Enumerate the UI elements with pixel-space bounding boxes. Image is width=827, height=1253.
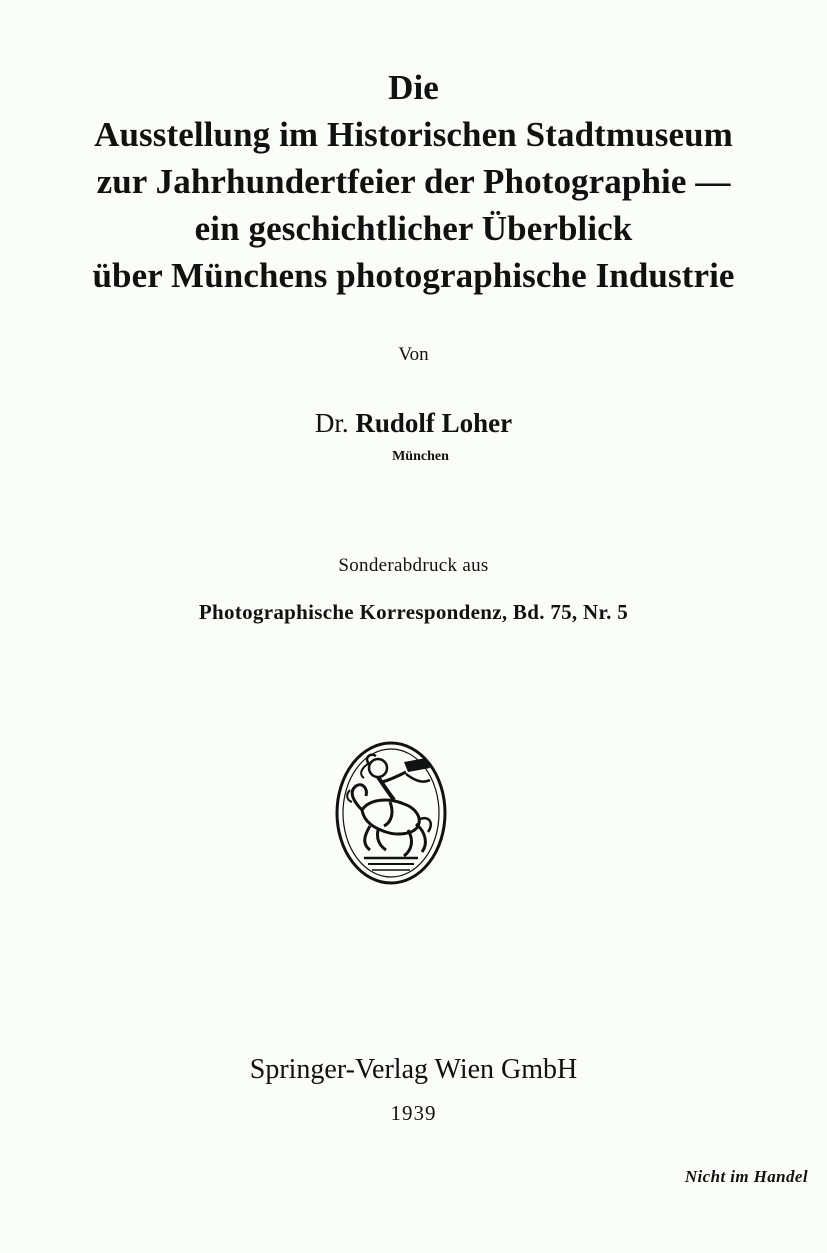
publication-year: 1939: [390, 1101, 437, 1125]
author-line: [0, 408, 827, 439]
title-line-2: Ausstellung im Historischen Stadtmuseum: [94, 115, 733, 154]
author-city: München: [392, 449, 449, 464]
title-line-3: zur Jahrhundertfeier der Photographie —: [96, 162, 731, 201]
title-line-4: ein geschichtlicher Überblick: [194, 209, 633, 248]
reprint-note: Sonderabdruck aus: [338, 555, 489, 576]
author-title: Dr.: [314, 408, 349, 438]
book-title: [0, 64, 827, 299]
sale-note: Nicht im Handel: [684, 1167, 808, 1186]
byline-prefix: Von: [398, 344, 429, 365]
publisher-name: Springer-Verlag Wien GmbH: [249, 1054, 578, 1085]
author-name: Rudolf Loher: [355, 408, 513, 438]
journal-reference: Photographische Korrespondenz, Bd. 75, Nr. 5: [198, 600, 629, 624]
title-line-1: Die: [388, 68, 439, 107]
title-line-5: über Münchens photographische Industrie: [92, 256, 735, 295]
springer-horse-rider-emblem-icon: [334, 740, 448, 886]
